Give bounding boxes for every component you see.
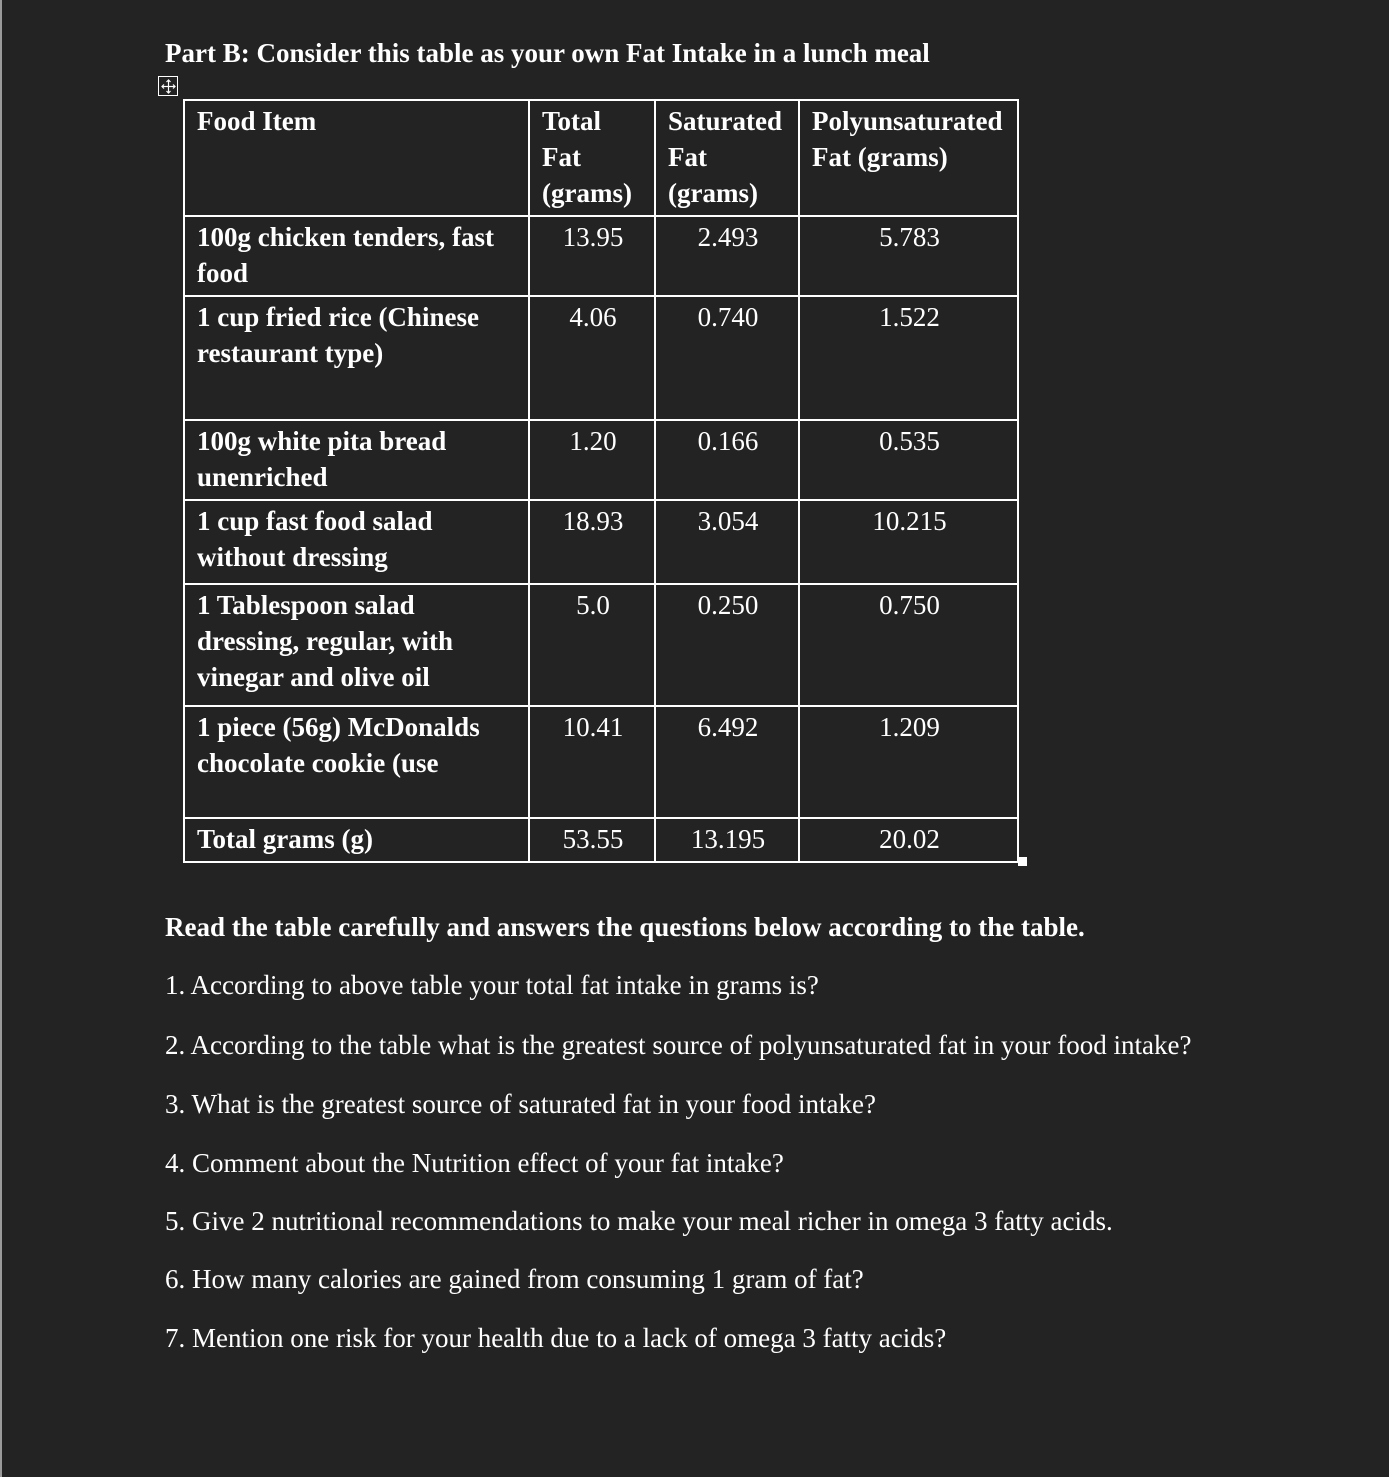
total-fat-cell: 18.93 [529, 500, 655, 584]
polyunsaturated-fat-cell: 1.522 [799, 296, 1018, 420]
header-polyunsaturated-fat: Polyunsaturated Fat (grams) [799, 100, 1018, 216]
food-item-cell: 1 piece (56g) McDonalds chocolate cookie (use [184, 706, 529, 818]
table-total-row [184, 818, 1018, 862]
table-row [184, 296, 1018, 420]
food-item-cell: 1 Tablespoon salad dressing, regular, with vinegar and olive oil [184, 584, 529, 706]
total-fat-cell: 5.0 [529, 584, 655, 706]
table-row [184, 216, 1018, 296]
polyunsaturated-fat-cell: 1.209 [799, 706, 1018, 818]
table-resize-handle[interactable] [1018, 857, 1027, 866]
table-row [184, 584, 1018, 706]
total-fat-cell: 13.95 [529, 216, 655, 296]
total-label-cell: Total grams (g) [184, 818, 529, 862]
total-fat-cell: 4.06 [529, 296, 655, 420]
saturated-fat-cell: 0.166 [655, 420, 799, 500]
saturated-fat-cell: 0.250 [655, 584, 799, 706]
polyunsaturated-fat-cell: 0.535 [799, 420, 1018, 500]
total-fat-sum-cell: 53.55 [529, 818, 655, 862]
saturated-fat-cell: 2.493 [655, 216, 799, 296]
question-4: 4. Comment about the Nutrition effect of your fat intake? [165, 1148, 784, 1178]
polyunsaturated-fat-cell: 0.750 [799, 584, 1018, 706]
instructions-text: Read the table carefully and answers the questions below according to the table. [165, 912, 1085, 942]
table-row [184, 706, 1018, 818]
header-saturated-fat: Saturated Fat (grams) [655, 100, 799, 216]
table-row [184, 500, 1018, 584]
saturated-fat-sum-cell: 13.195 [655, 818, 799, 862]
header-food-item: Food Item [184, 100, 529, 216]
polyunsaturated-fat-cell: 10.215 [799, 500, 1018, 584]
part-b-heading: Part B: Consider this table as your own Fat Intake in a lunch meal [165, 38, 930, 68]
food-item-cell: 100g white pita bread unenriched [184, 420, 529, 500]
question-1: 1. According to above table your total fat intake in grams is? [165, 970, 819, 1000]
question-2: 2. According to the table what is the greatest source of polyunsaturated fat in your food intake? [165, 1030, 1192, 1060]
total-fat-cell: 1.20 [529, 420, 655, 500]
total-fat-cell: 10.41 [529, 706, 655, 818]
food-item-cell: 1 cup fast food salad without dressing [184, 500, 529, 584]
page-edge [0, 0, 2, 1477]
table-row [184, 420, 1018, 500]
food-item-cell: 1 cup fried rice (Chinese restaurant type) [184, 296, 529, 420]
question-3: 3. What is the greatest source of saturated fat in your food intake? [165, 1089, 877, 1119]
question-7: 7. Mention one risk for your health due to a lack of omega 3 fatty acids? [165, 1323, 947, 1353]
saturated-fat-cell: 0.740 [655, 296, 799, 420]
food-item-cell: 100g chicken tenders, fast food [184, 216, 529, 296]
saturated-fat-cell: 3.054 [655, 500, 799, 584]
question-6: 6. How many calories are gained from consuming 1 gram of fat? [165, 1264, 864, 1294]
polyunsaturated-fat-cell: 5.783 [799, 216, 1018, 296]
saturated-fat-cell: 6.492 [655, 706, 799, 818]
question-5: 5. Give 2 nutritional recommendations to make your meal richer in omega 3 fatty acids. [165, 1206, 1113, 1236]
fat-intake-table [183, 99, 1019, 863]
table-header-row [184, 100, 1018, 216]
table-move-handle-icon[interactable] [158, 76, 178, 96]
polyunsaturated-fat-sum-cell: 20.02 [799, 818, 1018, 862]
header-total-fat: Total Fat (grams) [529, 100, 655, 216]
